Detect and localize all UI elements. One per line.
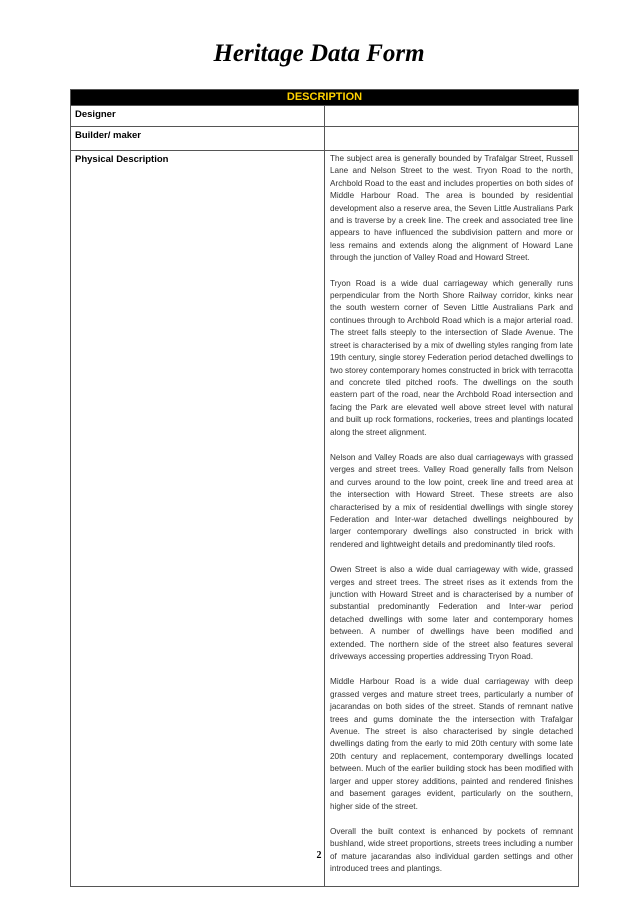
designer-label: Designer <box>71 106 325 127</box>
description-paragraph: Tryon Road is a wide dual carriageway which generally runs perpendicular from the North Shore Railway corridor, kinks near the south western corner of Seven Little Australians Park and continues through to Archbold Road which is a major arterial road. The street falls steeply to the intersection of Slade Avenue. The street is characterised by a mix of dwelling styles ranging from late 19th century, single storey Federation period detached dwellings to two storey contemporary homes constructed in brick with terracotta and concrete tiled pitched roofs. The dwellings on the south eastern part of the road, near the Archbold Road intersection and facing the Park are elevated well above street level with natural and built up rock formations, rockeries, trees and plantings located along the street alignment. <box>330 278 573 437</box>
section-header: DESCRIPTION <box>71 90 579 106</box>
heritage-form-table <box>70 89 579 887</box>
physical-description-text <box>325 151 579 887</box>
section-header-row <box>71 90 579 106</box>
description-paragraph: Nelson and Valley Roads are also dual carriageways with grassed verges and street trees. Valley Road generally falls from Nelson and curves around to the low point, creek line and treed area at the intersection with Howard Street. These streets are also characterised by a mix of residential dwellings with single storey Federation and Inter-war detached dwellings neighboured by larger contemporary dwellings also constructed in brick with rendered and lightweight details and predominantly tiled roofs. <box>330 452 573 549</box>
page-title: Heritage Data Form <box>213 40 425 67</box>
builder-value <box>325 127 579 151</box>
builder-row <box>71 127 579 151</box>
physical-description-label: Physical Description <box>71 151 325 887</box>
description-paragraph: Middle Harbour Road is a wide dual carriageway with deep grassed verges and mature street trees, particularly a number of jacarandas on both sides of the street. Stands of remnant native trees and gums dominate the the intersection with Trafalgar Avenue. The street is also characterised by single detached dwellings dating from the early to mid 20th century with some late 20th century and replacement, contemporary dwellings located between. Much of the earlier building stock has been modified with larger and upper storey additions, painted and rendered finishes and basement garages evident, particularly on the southern, higher side of the street. <box>330 677 573 811</box>
description-paragraph: Owen Street is also a wide dual carriageway with wide, grassed verges and street trees. The street rises as it extends from the junction with Howard Street and is characterised by a number of substantial predominantly Federation and Inter-war period detached dwellings with some later and contemporary homes between. A number of dwellings have been modified and extended. The northern side of the street also features several driveways accessing properties addressing Tryon Road. <box>330 565 573 662</box>
page-number: 2 <box>316 850 322 861</box>
physical-description-row <box>71 151 579 887</box>
builder-label: Builder/ maker <box>71 127 325 151</box>
designer-value <box>325 106 579 127</box>
designer-row <box>71 106 579 127</box>
description-paragraph: Overall the built context is enhanced by pockets of remnant bushland, wide street proportions, streets trees including a number of mature jacarandas also individual garden settings and other introduced trees and plantings. <box>330 826 573 874</box>
description-paragraph: The subject area is generally bounded by Trafalgar Street, Russell Lane and Nelson Street to the west. Tryon Road to the north, Archbold Road to the east and includes properties on both sides of Middle Harbour Road. The area is bounded by residential development also a reserve area, the Seven Little Australians Park and is traverse by a creek line. The creek and associated tree line appears to have influenced the subdivision pattern and more or less remains and extends along the alignment of Howard Lane through the junction of Valley Road and Howard Street. <box>330 154 573 263</box>
